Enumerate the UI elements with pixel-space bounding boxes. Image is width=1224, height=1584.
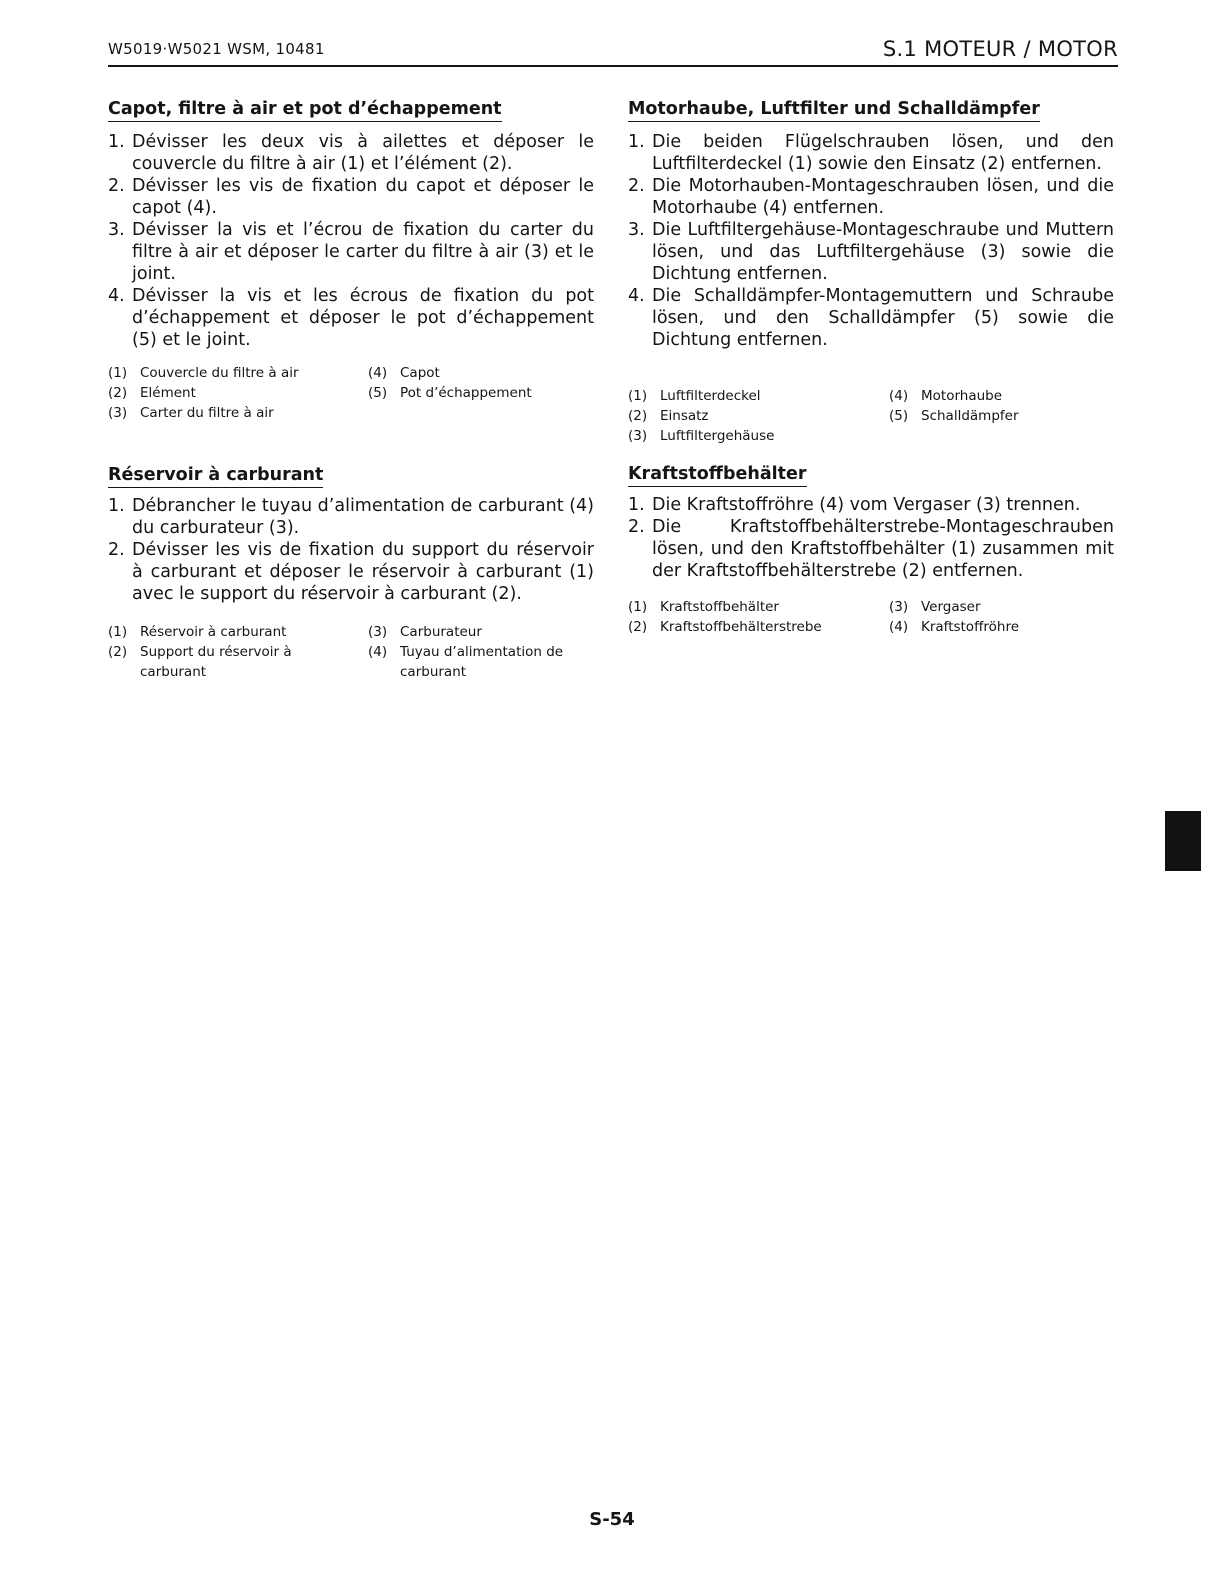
fr-section1-steps xyxy=(108,131,594,351)
fr-section1-title: Capot, filtre à air et pot d’échappement xyxy=(108,98,502,122)
legend-item: (1) Couvercle du filtre à air xyxy=(108,365,299,381)
legend-item: (1) Réservoir à carburant xyxy=(108,624,287,640)
step-item xyxy=(108,175,594,219)
step-item xyxy=(108,285,594,351)
french-column xyxy=(108,0,594,1584)
step-item xyxy=(108,495,594,539)
step-number: 1. xyxy=(628,132,645,152)
step-number: 2. xyxy=(108,176,125,196)
step-item xyxy=(628,131,1114,175)
legend-item: (5) Pot d’échappement xyxy=(368,385,532,401)
legend-item: (4) Motorhaube xyxy=(889,388,1003,404)
de-section2-legend xyxy=(628,597,1114,641)
step-number: 2. xyxy=(108,540,125,560)
legend-item: (2) Support du réservoir à carburant xyxy=(108,644,292,680)
step-number: 3. xyxy=(108,220,125,240)
de-section2-title: Kraftstoffbehälter xyxy=(628,463,807,487)
step-text: Dévisser la vis et les écrous de fixation du pot d’échappement et déposer le pot d’échappement (5) et le joint. xyxy=(132,286,594,350)
de-section2-steps xyxy=(628,494,1114,582)
step-text: Die beiden Flügelschrauben lösen, und den Luftfilterdeckel (1) sowie den Einsatz (2) entfernen. xyxy=(652,132,1114,174)
legend-item: (5) Schalldämpfer xyxy=(889,408,1019,424)
de-section1-title: Motorhaube, Luftfilter und Schalldämpfer xyxy=(628,98,1040,122)
step-text: Dévisser les vis de fixation du support du réservoir à carburant et déposer le réservoir à carburant (1) avec le support du réservoir à carburant (2). xyxy=(132,540,594,604)
step-item xyxy=(628,516,1114,582)
doc-id: W5019·W5021 WSM, 10481 xyxy=(108,40,325,58)
german-column xyxy=(628,0,1114,1584)
step-item xyxy=(108,539,594,605)
step-number: 2. xyxy=(628,176,645,196)
step-text: Die Motorhauben-Montageschrauben lösen, und die Motorhaube (4) entfernen. xyxy=(652,176,1114,218)
step-number: 2. xyxy=(628,517,645,537)
page-number: S-54 xyxy=(589,1509,635,1530)
step-item xyxy=(628,494,1114,516)
step-number: 1. xyxy=(108,132,125,152)
step-text: Die Kraftstoffbehälterstrebe-Montageschrauben lösen, und den Kraftstoffbehälter (1) zusammen mit der Kraftstoffbehälterstrebe (2) entfernen. xyxy=(652,517,1114,581)
legend-item: (3) Vergaser xyxy=(889,599,981,615)
step-text: Débrancher le tuyau d’alimentation de carburant (4) du carburateur (3). xyxy=(132,496,594,538)
legend-item: (3) Carter du filtre à air xyxy=(108,405,274,421)
step-text: Dévisser les deux vis à ailettes et déposer le couvercle du filtre à air (1) et l’élément (2). xyxy=(132,132,594,174)
step-number: 1. xyxy=(628,495,645,515)
legend-item: (2) Einsatz xyxy=(628,408,709,424)
legend-item: (4) Tuyau d’alimentation de carburant xyxy=(368,644,564,680)
fr-section2-title: Réservoir à carburant xyxy=(108,464,323,488)
legend-item: (4) Kraftstoffröhre xyxy=(889,619,1020,635)
step-number: 4. xyxy=(628,286,645,306)
legend-item: (1) Kraftstoffbehälter xyxy=(628,599,779,615)
legend-item: (4) Capot xyxy=(368,365,440,381)
section-thumb-tab xyxy=(1165,811,1201,871)
fr-section2-steps xyxy=(108,495,594,605)
step-item xyxy=(108,131,594,175)
step-item xyxy=(628,285,1114,351)
fr-section1-legend xyxy=(108,363,594,427)
legend-item: (3) Luftfiltergehäuse xyxy=(628,428,775,444)
step-item xyxy=(628,175,1114,219)
step-number: 4. xyxy=(108,286,125,306)
legend-item: (3) Carburateur xyxy=(368,624,482,640)
step-text: Dévisser les vis de fixation du capot et déposer le capot (4). xyxy=(132,176,594,218)
step-number: 3. xyxy=(628,220,645,240)
step-item xyxy=(628,219,1114,285)
step-text: Die Schalldämpfer-Montagemuttern und Schraube lösen, und den Schalldämpfer (5) sowie die Dichtung entfernen. xyxy=(652,286,1114,350)
step-number: 1. xyxy=(108,496,125,516)
step-text: Dévisser la vis et l’écrou de fixation du carter du filtre à air et déposer le carter du filtre à air (3) et le joint. xyxy=(132,220,594,284)
step-text: Die Luftfiltergehäuse-Montageschraube und Muttern lösen, und das Luftfiltergehäuse (3) sowie die Dichtung entfernen. xyxy=(652,220,1114,284)
legend-item: (2) Elément xyxy=(108,385,196,401)
de-section1-legend xyxy=(628,386,1114,450)
section-label: S.1 MOTEUR / MOTOR xyxy=(882,37,1118,61)
fr-section2-legend xyxy=(108,622,594,686)
de-section1-steps xyxy=(628,131,1114,351)
step-item xyxy=(108,219,594,285)
step-text: Die Kraftstoffröhre (4) vom Vergaser (3) trennen. xyxy=(652,495,1081,515)
legend-item: (1) Luftfilterdeckel xyxy=(628,388,761,404)
legend-item: (2) Kraftstoffbehälterstrebe xyxy=(628,619,822,635)
